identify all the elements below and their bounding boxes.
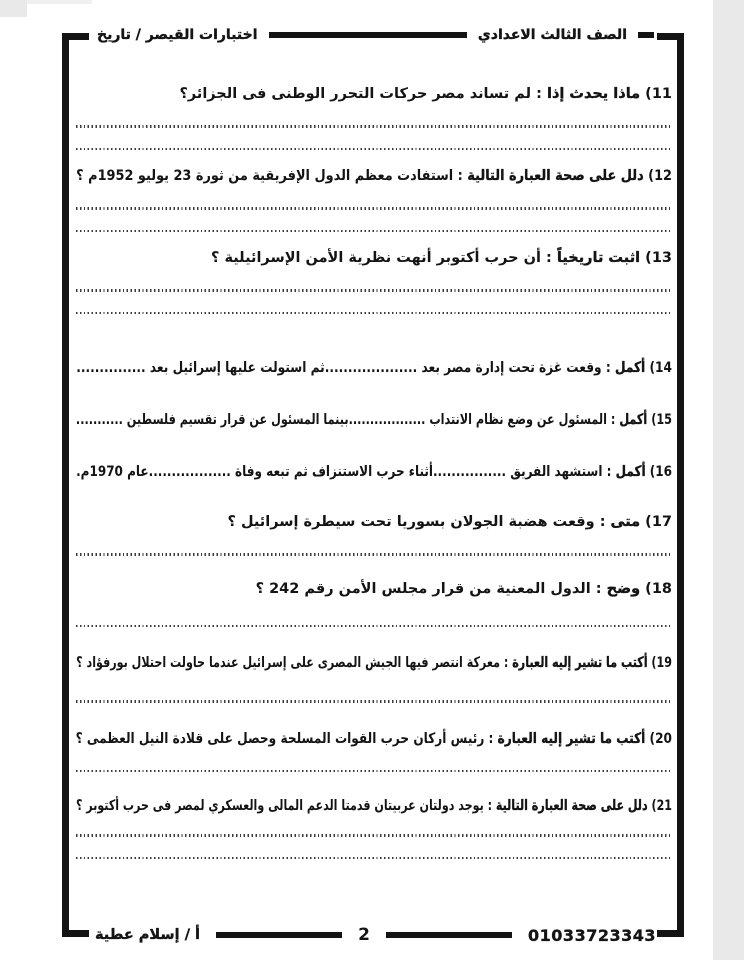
question-lead: اثبت تاريخياً [556, 250, 641, 266]
question-number: 16) [645, 464, 672, 480]
question-body: المسئول عن وضع نظام الانتداب ..................بينما المسئول عن قرار تقسيم فلسطين ........... [75, 412, 608, 428]
question-lead: وضح [606, 580, 641, 597]
question-lead: أكمل [615, 464, 646, 480]
answer-dotted-line [76, 289, 672, 292]
question-number: 12) [643, 168, 672, 184]
answer-dotted-line [76, 834, 672, 837]
question-lead: متى [610, 514, 641, 530]
question-row [76, 512, 672, 533]
answer-dotted-line [76, 770, 672, 773]
question-body: استشهد الفريق ................أثناء حرب الاستنزاف ثم تبعه وفاة ..................عام 1970م. [76, 464, 603, 480]
question-separator: : [484, 730, 498, 747]
question-number: 17) [640, 514, 672, 530]
question-row [76, 579, 672, 600]
footer-rule-left [216, 932, 342, 938]
frame-corner-bottom-left [62, 930, 89, 937]
question-body: أن حرب أكتوبر أنهت نظرية الأمن الإسرائيلية ؟ [211, 250, 541, 266]
question-body: معركة انتصر فيها الجيش المصرى على إسرائيل عندما حاولت احتلال بورفؤاد ؟ [76, 655, 501, 671]
page-footer [95, 924, 656, 946]
question-row [75, 729, 672, 750]
question-row [76, 84, 672, 105]
scan-edge-right [713, 0, 744, 960]
question-row [76, 653, 672, 674]
question-body: لم تساند مصر حركات التحرر الوطنى فى الجزائر؟ [179, 86, 532, 102]
question-lead: دلل على صحة العبارة التالية [467, 168, 644, 184]
question-body: وقعت غزة تحت إدارة مصر بعد ....................ثم استولت عليها إسرائيل بعد ............... [76, 360, 602, 376]
answer-dotted-line [76, 125, 672, 128]
question-body: استفادت معظم الدول الإفريقية من ثورة 23 يوليو 1952م ؟ [76, 168, 454, 184]
question-separator: : [590, 580, 607, 597]
question-number: 13) [640, 250, 672, 266]
question-row [76, 166, 672, 187]
question-separator: : [500, 655, 513, 671]
frame-corner-top-right [657, 33, 684, 40]
question-number: 19) [647, 655, 672, 671]
question-number: 15) [647, 412, 672, 428]
questions-list [76, 68, 672, 859]
course-label: اختبارات القيصر / تاريخ [97, 27, 258, 43]
scan-edge-top-left [0, 0, 27, 17]
question-number: 18) [640, 580, 672, 597]
question-lead: أكمل [614, 360, 646, 376]
answer-dotted-line [76, 857, 672, 860]
question-separator: : [540, 250, 557, 266]
grade-label: الصف الثالث الاعدادي [477, 27, 627, 43]
question-row [76, 796, 672, 817]
answer-dotted-line [76, 553, 672, 556]
answer-dotted-line [76, 230, 672, 233]
question-lead: أكتب ما تشير إليه العبارة [512, 655, 648, 671]
answer-dotted-line [76, 207, 672, 210]
header-rule [269, 32, 467, 39]
question-row [76, 358, 672, 379]
question-number: 21) [647, 798, 672, 814]
question-body: الدول المعنية من قرار مجلس الأمن رقم 242 ؟ [255, 580, 591, 597]
question-body: وقعت هضبة الجولان بسوريا تحت سيطرة إسرائيل ؟ [227, 514, 595, 530]
question-separator: : [607, 412, 620, 428]
question-separator: : [601, 360, 615, 376]
question-row [76, 248, 672, 269]
question-number: 14) [645, 360, 672, 376]
frame-corner-top-left [62, 33, 89, 40]
phone-number: 01033723343 [528, 925, 656, 945]
answer-dotted-line [76, 148, 672, 151]
question-separator: : [483, 798, 496, 814]
page-number: 2 [358, 925, 370, 945]
teacher-name: أ / إسلام عطية [95, 927, 201, 943]
question-lead: دلل على صحة العبارة التالية [495, 798, 648, 814]
question-lead: ماذا يحدث إذا [546, 86, 641, 102]
header-rule-short [638, 32, 654, 39]
question-separator: : [602, 464, 616, 480]
frame-right-bar [677, 33, 684, 937]
question-row [76, 462, 672, 483]
question-separator: : [594, 514, 611, 530]
frame-corner-bottom-right [657, 930, 684, 937]
page-header [97, 26, 654, 44]
footer-rule-right [386, 932, 512, 938]
frame-left-bar [62, 33, 69, 937]
answer-dotted-line [76, 625, 672, 628]
answer-dotted-line [76, 700, 672, 703]
question-body: رئيس أركان حرب القوات المسلحة وحصل على قلادة النيل العظمى ؟ [75, 730, 485, 747]
question-separator: : [531, 86, 547, 102]
question-separator: : [453, 168, 468, 184]
question-number: 20) [645, 730, 672, 747]
question-number: 11) [640, 86, 672, 102]
question-lead: أكمل [619, 412, 648, 428]
question-row [75, 410, 672, 431]
answer-dotted-line [76, 312, 672, 315]
question-lead: أكتب ما تشير إليه العبارة [497, 730, 646, 747]
question-body: يوجد دولتان عربيتان قدمتا الدعم المالى والعسكري لمصر فى حرب أكتوبر ؟ [76, 798, 484, 814]
